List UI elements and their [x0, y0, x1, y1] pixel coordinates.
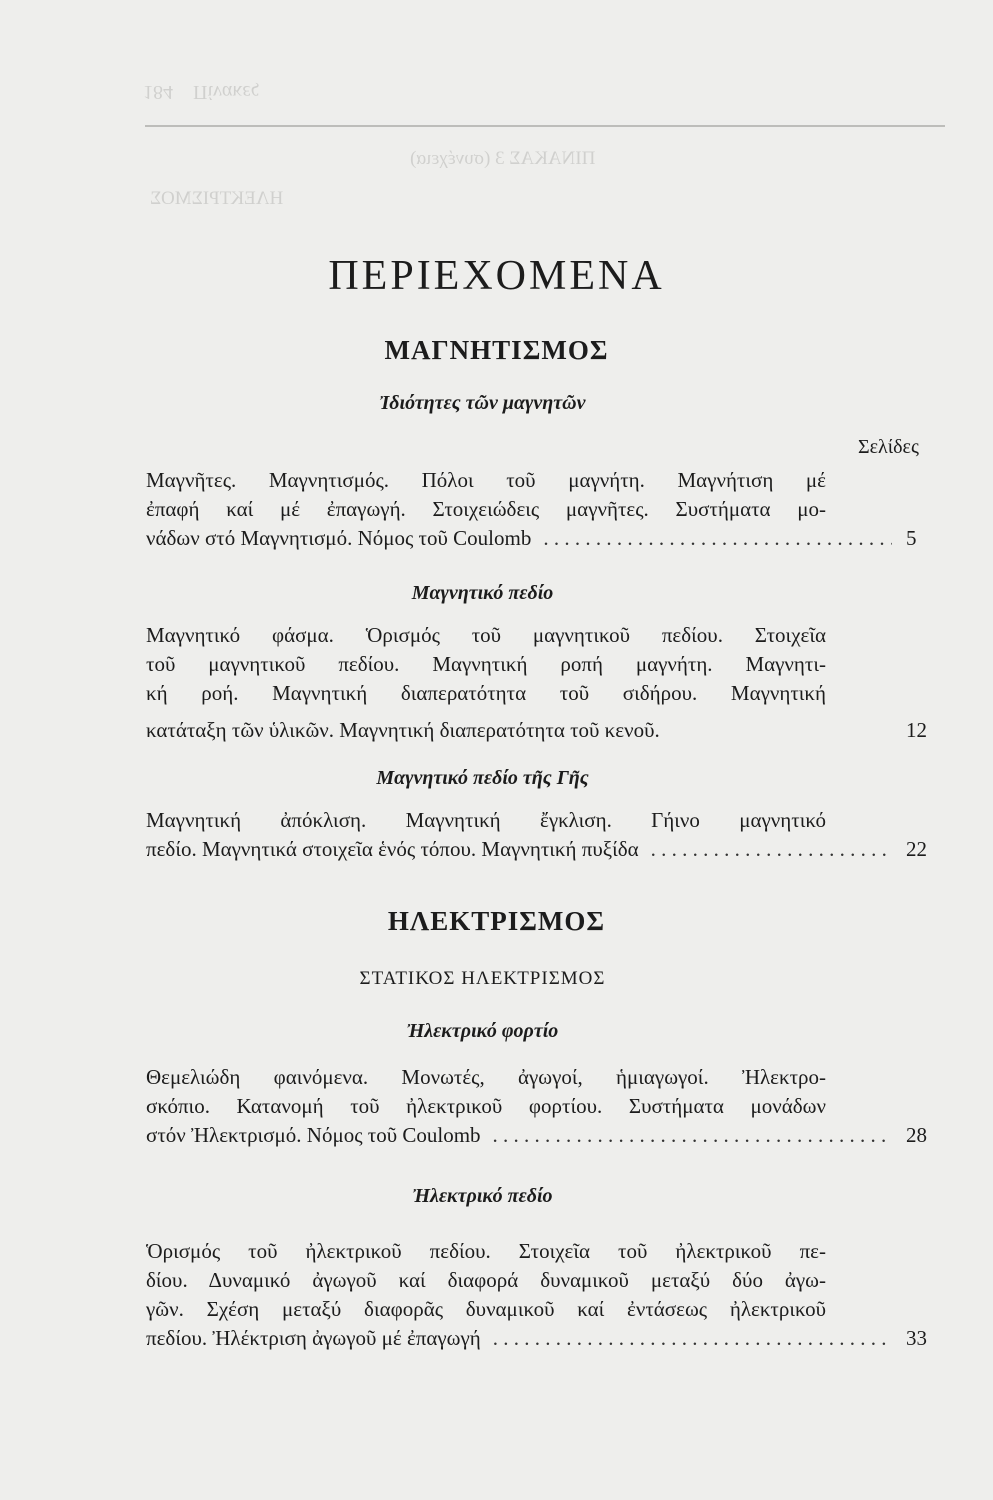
- part-title-magnetism: ΜΑΓΝΗΤΙΣΜΟΣ: [384, 335, 609, 365]
- toc-entry[interactable]: [146, 466, 946, 553]
- entry-last-line: [146, 835, 946, 864]
- entry-line: νάδων στό Μαγνητισμό. Νόμος τοῦ Coulomb: [146, 526, 532, 550]
- section-heading: Ἰδιότητες τῶν μαγνητῶν: [379, 392, 586, 414]
- ghost-table-title: ΠΙΝΑΚΑΣ 3 (συνέχεια): [410, 148, 596, 169]
- dot-leader: [537, 524, 892, 553]
- entry-line: Μαγνητικό φάσμα. Ὁρισμός τοῦ μαγνητικοῦ πεδίου. Στοιχεῖα: [146, 623, 826, 647]
- pages-column-header: Σελίδες: [858, 436, 919, 458]
- entry-last-line: [146, 1324, 946, 1353]
- entry-line: στόν Ἠλεκτρισμό. Νόμος τοῦ Coulomb: [146, 1123, 481, 1147]
- toc-entry[interactable]: [146, 1063, 946, 1150]
- section-heading: Ἠλεκτρικό πεδίο: [412, 1185, 553, 1207]
- entry-last-line: [146, 1121, 946, 1150]
- page-number: 22: [906, 837, 927, 861]
- toc-entry[interactable]: [146, 621, 946, 742]
- page-number: 5: [906, 526, 917, 550]
- entry-last-line: [146, 524, 946, 553]
- ghost-running-head: [143, 80, 259, 103]
- entry-line: δίου. Δυναμικό ἀγωγοῦ καί διαφορά δυναμικοῦ μεταξύ δύο ἀγω-: [146, 1268, 826, 1292]
- dot-leader: [645, 835, 892, 864]
- part-subtitle: ΣΤΑΤΙΚΟΣ ΗΛΕΚΤΡΙΣΜΟΣ: [359, 968, 606, 989]
- ghost-rule: [145, 125, 945, 127]
- entry-last-line: [146, 708, 946, 742]
- dot-leader: [487, 1121, 892, 1150]
- page-number: 28: [906, 1123, 927, 1147]
- entry-line: Ὁρισμός τοῦ ἠλεκτρικοῦ πεδίου. Στοιχεῖα τοῦ ἠλεκτρικοῦ πε-: [146, 1239, 826, 1263]
- section-heading: Μαγνητικό πεδίο τῆς Γῆς: [376, 767, 589, 789]
- entry-line: Θεμελιώδη φαινόμενα. Μονωτές, ἀγωγοί, ἡμιαγωγοί. Ἠλεκτρο-: [146, 1065, 826, 1089]
- section-heading: Μαγνητικό πεδίο: [411, 582, 554, 604]
- entry-line: πεδίο. Μαγνητικά στοιχεῖα ἑνός τόπου. Μαγνητική πυξίδα: [146, 837, 639, 861]
- entry-line: τοῦ μαγνητικοῦ πεδίου. Μαγνητική ροπή μαγνήτη. Μαγνητι-: [146, 652, 826, 676]
- section-heading: Ἠλεκτρικό φορτίο: [406, 1020, 559, 1042]
- ghost-subject: ΗΛΕΚΤΡΙΣΜΟΣ: [150, 188, 284, 209]
- ghost-section: Πίνακες: [193, 81, 259, 103]
- dot-leader: [487, 1324, 892, 1353]
- part-title-electricity: ΗΛΕΚΤΡΙΣΜΟΣ: [387, 906, 606, 936]
- entry-line: σκόπιο. Κατανομή τοῦ ἠλεκτρικοῦ φορτίου. Συστήματα μονάδων: [146, 1094, 826, 1118]
- entry-line: κή ροή. Μαγνητική διαπερατότητα τοῦ σιδήρου. Μαγνητική: [146, 681, 826, 705]
- entry-line: Μαγνητική ἀπόκλιση. Μαγνητική ἔγκλιση. Γήινο μαγνητικό: [146, 808, 826, 832]
- toc-entry[interactable]: [146, 806, 946, 864]
- page-title: ΠΕΡΙΕΧΟΜΕΝΑ: [328, 253, 665, 299]
- toc-entry[interactable]: [146, 1237, 946, 1353]
- entry-line: Μαγνῆτες. Μαγνητισμός. Πόλοι τοῦ μαγνήτη. Μαγνήτιση μέ: [146, 468, 826, 492]
- ghost-page-number: 184: [143, 81, 173, 103]
- entry-line: πεδίου. Ἠλέκτριση ἀγωγοῦ μέ ἐπαγωγή: [146, 1326, 481, 1350]
- page-number: 33: [906, 1326, 927, 1350]
- entry-line: κατάταξη τῶν ὑλικῶν. Μαγνητική διαπερατότητα τοῦ κενοῦ.: [146, 718, 660, 742]
- page-number: 12: [906, 718, 927, 742]
- entry-line: γῶν. Σχέση μεταξύ διαφορᾶς δυναμικοῦ καί ἐντάσεως ἠλεκτρικοῦ: [146, 1297, 826, 1321]
- entry-line: ἐπαφή καί μέ ἐπαγωγή. Στοιχειώδεις μαγνῆτες. Συστήματα μο-: [146, 497, 826, 521]
